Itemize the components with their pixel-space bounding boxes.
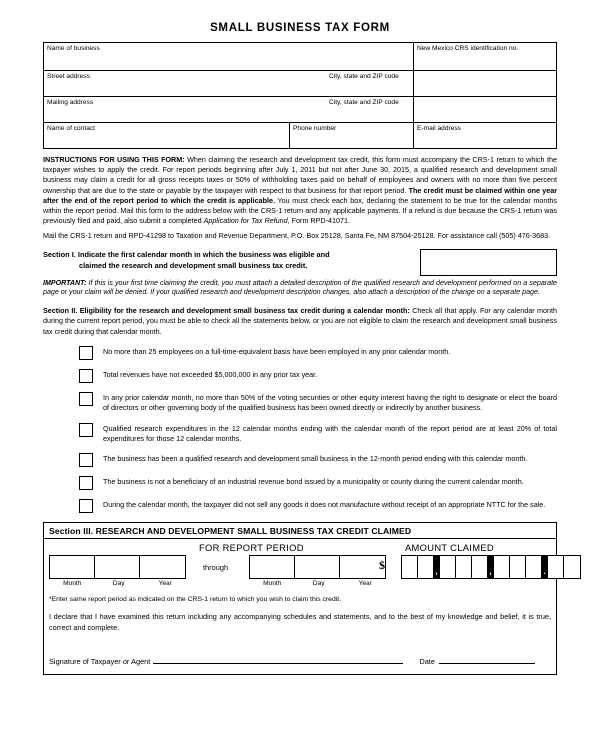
eligibility-checkbox-7[interactable] bbox=[79, 499, 93, 513]
section-3 bbox=[43, 522, 557, 675]
eligibility-checkbox-label-1: No more than 25 employees on a full-time-equivalent basis have been employed in any prior calendar month. bbox=[103, 346, 451, 356]
amount-digit-cell[interactable] bbox=[564, 556, 580, 578]
from-date-day-input[interactable] bbox=[95, 556, 140, 578]
from-date-year-input[interactable] bbox=[140, 556, 185, 578]
section-1-important-note bbox=[43, 279, 557, 299]
eligibility-checkbox-5[interactable] bbox=[79, 453, 93, 467]
eligibility-checkbox-2[interactable] bbox=[79, 369, 93, 383]
from-date-month-input[interactable] bbox=[50, 556, 95, 578]
date-label: Date bbox=[419, 657, 435, 667]
list-item bbox=[43, 423, 557, 445]
eligibility-checkbox-label-2: Total revenues have not exceeded $5,000,000 in any prior tax year. bbox=[103, 369, 318, 379]
field-name-of-business[interactable] bbox=[44, 43, 414, 71]
to-date-labels bbox=[249, 580, 389, 587]
signature-label: Signature of Taxpayer or Agent bbox=[49, 657, 151, 667]
amount-digit-cell[interactable] bbox=[456, 556, 472, 578]
section-2-heading-rest: Check all that apply. For any calendar month during the current report period, you must be able to check all the statements below, or you are not eligible to claim the research and development small business tax credit during that calendar month. bbox=[43, 306, 558, 336]
section-3-subheadings bbox=[49, 542, 551, 555]
field-label: Name of contact bbox=[47, 125, 96, 132]
table-row bbox=[44, 123, 557, 149]
amount-claimed-heading: AMOUNT CLAIMED bbox=[405, 542, 494, 554]
to-date-day-input[interactable] bbox=[295, 556, 340, 578]
section-2-label: Section II. bbox=[43, 306, 78, 316]
table-row bbox=[44, 43, 557, 71]
eligibility-checkbox-6[interactable] bbox=[79, 476, 93, 490]
field-label: New Mexico CRS identification no. bbox=[417, 45, 519, 52]
comma-glyph: , bbox=[435, 567, 438, 577]
important-label: IMPORTANT: bbox=[43, 278, 87, 287]
amount-digit-cell[interactable] bbox=[510, 556, 526, 578]
from-date-day-label: Day bbox=[112, 580, 125, 588]
section-1-heading-line-1: Indicate the first calendar month in which the business was eligible and bbox=[75, 249, 330, 259]
signature-input[interactable] bbox=[153, 655, 403, 664]
to-date-month-label: Month bbox=[263, 580, 282, 588]
eligibility-checkbox-1[interactable] bbox=[79, 346, 93, 360]
instructions-heading: INSTRUCTIONS FOR USING THIS FORM: bbox=[43, 155, 185, 164]
list-item bbox=[43, 369, 557, 383]
field-label: City, state and ZIP code bbox=[329, 73, 399, 80]
field-label: City, state and ZIP code bbox=[329, 99, 399, 106]
field-phone-number[interactable] bbox=[290, 123, 414, 149]
period-and-amount-row bbox=[49, 555, 551, 595]
eligibility-checkbox-label-6: The business is not a beneficiary of an industrial revenue bond issued by a municipality or county during the current calendar month. bbox=[103, 477, 524, 487]
date-input[interactable] bbox=[439, 655, 535, 664]
section-1-heading-line-2: claimed the research and development small business tax credit. bbox=[79, 260, 308, 270]
to-date-year-label: Year bbox=[358, 580, 372, 588]
instructions-body-3: , Form RPD-41071. bbox=[287, 216, 350, 226]
table-row bbox=[44, 97, 557, 123]
field-city-state-zip-2[interactable] bbox=[329, 97, 557, 123]
mailing-instructions-paragraph: Mail the CRS-1 return and RPD-41298 to Taxation and Revenue Department, P.O. Box 25128, Santa Fe, NM 87504-25128. For assistance call (505) 476-3683. bbox=[43, 231, 551, 241]
instructions-bold-clause: The credit must be claimed within one year after the end of the report period to which the credit is applicable. bbox=[43, 185, 558, 205]
section-3-body bbox=[44, 539, 556, 674]
field-crs-id[interactable] bbox=[414, 43, 557, 71]
declaration-text: I declare that I have examined this return including any accompanying schedules and statements, and to the best of my knowledge and belief, it is true, correct and complete. bbox=[49, 612, 551, 632]
field-label: Phone number bbox=[293, 125, 337, 132]
section-1-heading bbox=[43, 249, 418, 271]
instructions-body-1: When claiming the research and development tax credit, this form must accompany the CRS-1 return to which the taxpayer wishes to apply the credit. For report periods beginning after July 1, 2011 but not after June 30, 2015, a qualified research and development small business may claim a credit for all gross receipts taxes or 50% of withholding taxes paid on behalf of employees and owners with no more than five percent ownership that are due to the state or payable by the taxpayer with respect to that business for that report period. bbox=[43, 155, 557, 195]
to-date-month-input[interactable] bbox=[250, 556, 295, 578]
amount-comma-separator bbox=[488, 556, 494, 578]
through-label: through bbox=[203, 563, 229, 573]
field-city-state-zip-1[interactable] bbox=[329, 71, 557, 97]
eligibility-checkbox-list bbox=[43, 346, 557, 514]
section-2-heading-bold: Eligibility for the research and development small business tax credit during a calendar month: bbox=[77, 306, 410, 316]
amount-claimed-input[interactable] bbox=[401, 555, 581, 579]
table-row bbox=[44, 71, 557, 97]
from-date-month-label: Month bbox=[63, 580, 82, 588]
amount-digit-cell[interactable] bbox=[418, 556, 434, 578]
field-label: E-mail address bbox=[417, 125, 461, 132]
from-date-labels bbox=[49, 580, 189, 587]
field-label: Street address bbox=[47, 73, 90, 80]
list-item bbox=[43, 346, 557, 360]
amount-comma-separator bbox=[434, 556, 440, 578]
comma-glyph: , bbox=[489, 567, 492, 577]
eligibility-checkbox-label-3: In any prior calendar month, no more than 50% of the voting securities or other equity interest having the right to designate or elect the board of directors or other governing body of the qualified business has been owned directly or indirectly by another business. bbox=[103, 392, 557, 413]
field-label: Mailing address bbox=[47, 99, 94, 106]
section-1 bbox=[43, 249, 557, 277]
from-date-group bbox=[49, 555, 186, 579]
page-title: SMALL BUSINESS TAX FORM bbox=[210, 22, 390, 34]
section-1-month-input[interactable] bbox=[420, 249, 557, 276]
amount-digit-cell[interactable] bbox=[472, 556, 488, 578]
eligibility-checkbox-label-7: During the calendar month, the taxpayer did not sell any goods it does not manufacture without receipt of an appropriate NTTC for the sale. bbox=[103, 500, 546, 510]
eligibility-checkbox-3[interactable] bbox=[79, 392, 93, 406]
list-item bbox=[43, 499, 557, 513]
eligibility-checkbox-4[interactable] bbox=[79, 423, 93, 437]
instructions-body-2: You must check each box, declaring the statement to be true for the calendar months within the report period. Mail this form to the address below with the CRS-1 return and any applicable payments. If a refund is due because the CRS-1 return was previously filed and paid, also submit a completed bbox=[43, 195, 557, 226]
report-period-heading: FOR REPORT PERIOD bbox=[199, 542, 304, 554]
to-date-day-label: Day bbox=[312, 580, 325, 588]
decimal-glyph: . bbox=[543, 567, 546, 577]
instructions-paragraph bbox=[43, 155, 557, 226]
from-date-year-label: Year bbox=[158, 580, 172, 588]
important-text: If this is your first time claiming the credit, you must attach a detailed description of the qualified research and development performed on a separate page or your claim will be denied. If your qualified research and development description changes, also attach a description of the change on a separate page. bbox=[43, 278, 557, 297]
section-1-label: Section I. bbox=[43, 249, 76, 259]
list-item bbox=[43, 476, 557, 490]
section-2-heading bbox=[43, 306, 557, 337]
field-email-address[interactable] bbox=[414, 123, 557, 149]
instructions-italic-clause: Application for Tax Refund bbox=[203, 216, 288, 226]
field-label: Name of business bbox=[47, 45, 100, 52]
section-3-title: Section III. RESEARCH AND DEVELOPMENT SMALL BUSINESS TAX CREDIT CLAIMED bbox=[44, 523, 556, 539]
list-item bbox=[43, 453, 557, 467]
eligibility-checkbox-label-5: The business has been a qualified research and development small business in the 12-month period ending with this calendar month. bbox=[103, 454, 528, 464]
amount-digit-cell[interactable] bbox=[526, 556, 542, 578]
list-item bbox=[43, 392, 557, 414]
tax-form-sheet bbox=[43, 22, 557, 675]
field-name-of-contact[interactable] bbox=[44, 123, 290, 149]
eligibility-checkbox-label-4: Qualified research expenditures in the 12 calendar months ending with the calendar month of the report period are at least 20% of total expenditures for those 12 calendar months. bbox=[103, 423, 557, 444]
amount-digit-cell[interactable] bbox=[494, 556, 510, 578]
signature-row bbox=[49, 655, 551, 670]
amount-decimal-separator bbox=[542, 556, 548, 578]
section-3-footnote: *Enter same report period as indicated on the CRS-1 return to which you wish to claim this credit. bbox=[49, 596, 342, 604]
amount-digit-cell[interactable] bbox=[402, 556, 418, 578]
dollar-sign: $ bbox=[379, 558, 385, 573]
amount-digit-cell[interactable] bbox=[548, 556, 564, 578]
business-identification-table bbox=[43, 42, 557, 149]
to-date-group bbox=[249, 555, 386, 579]
amount-digit-cell[interactable] bbox=[440, 556, 456, 578]
